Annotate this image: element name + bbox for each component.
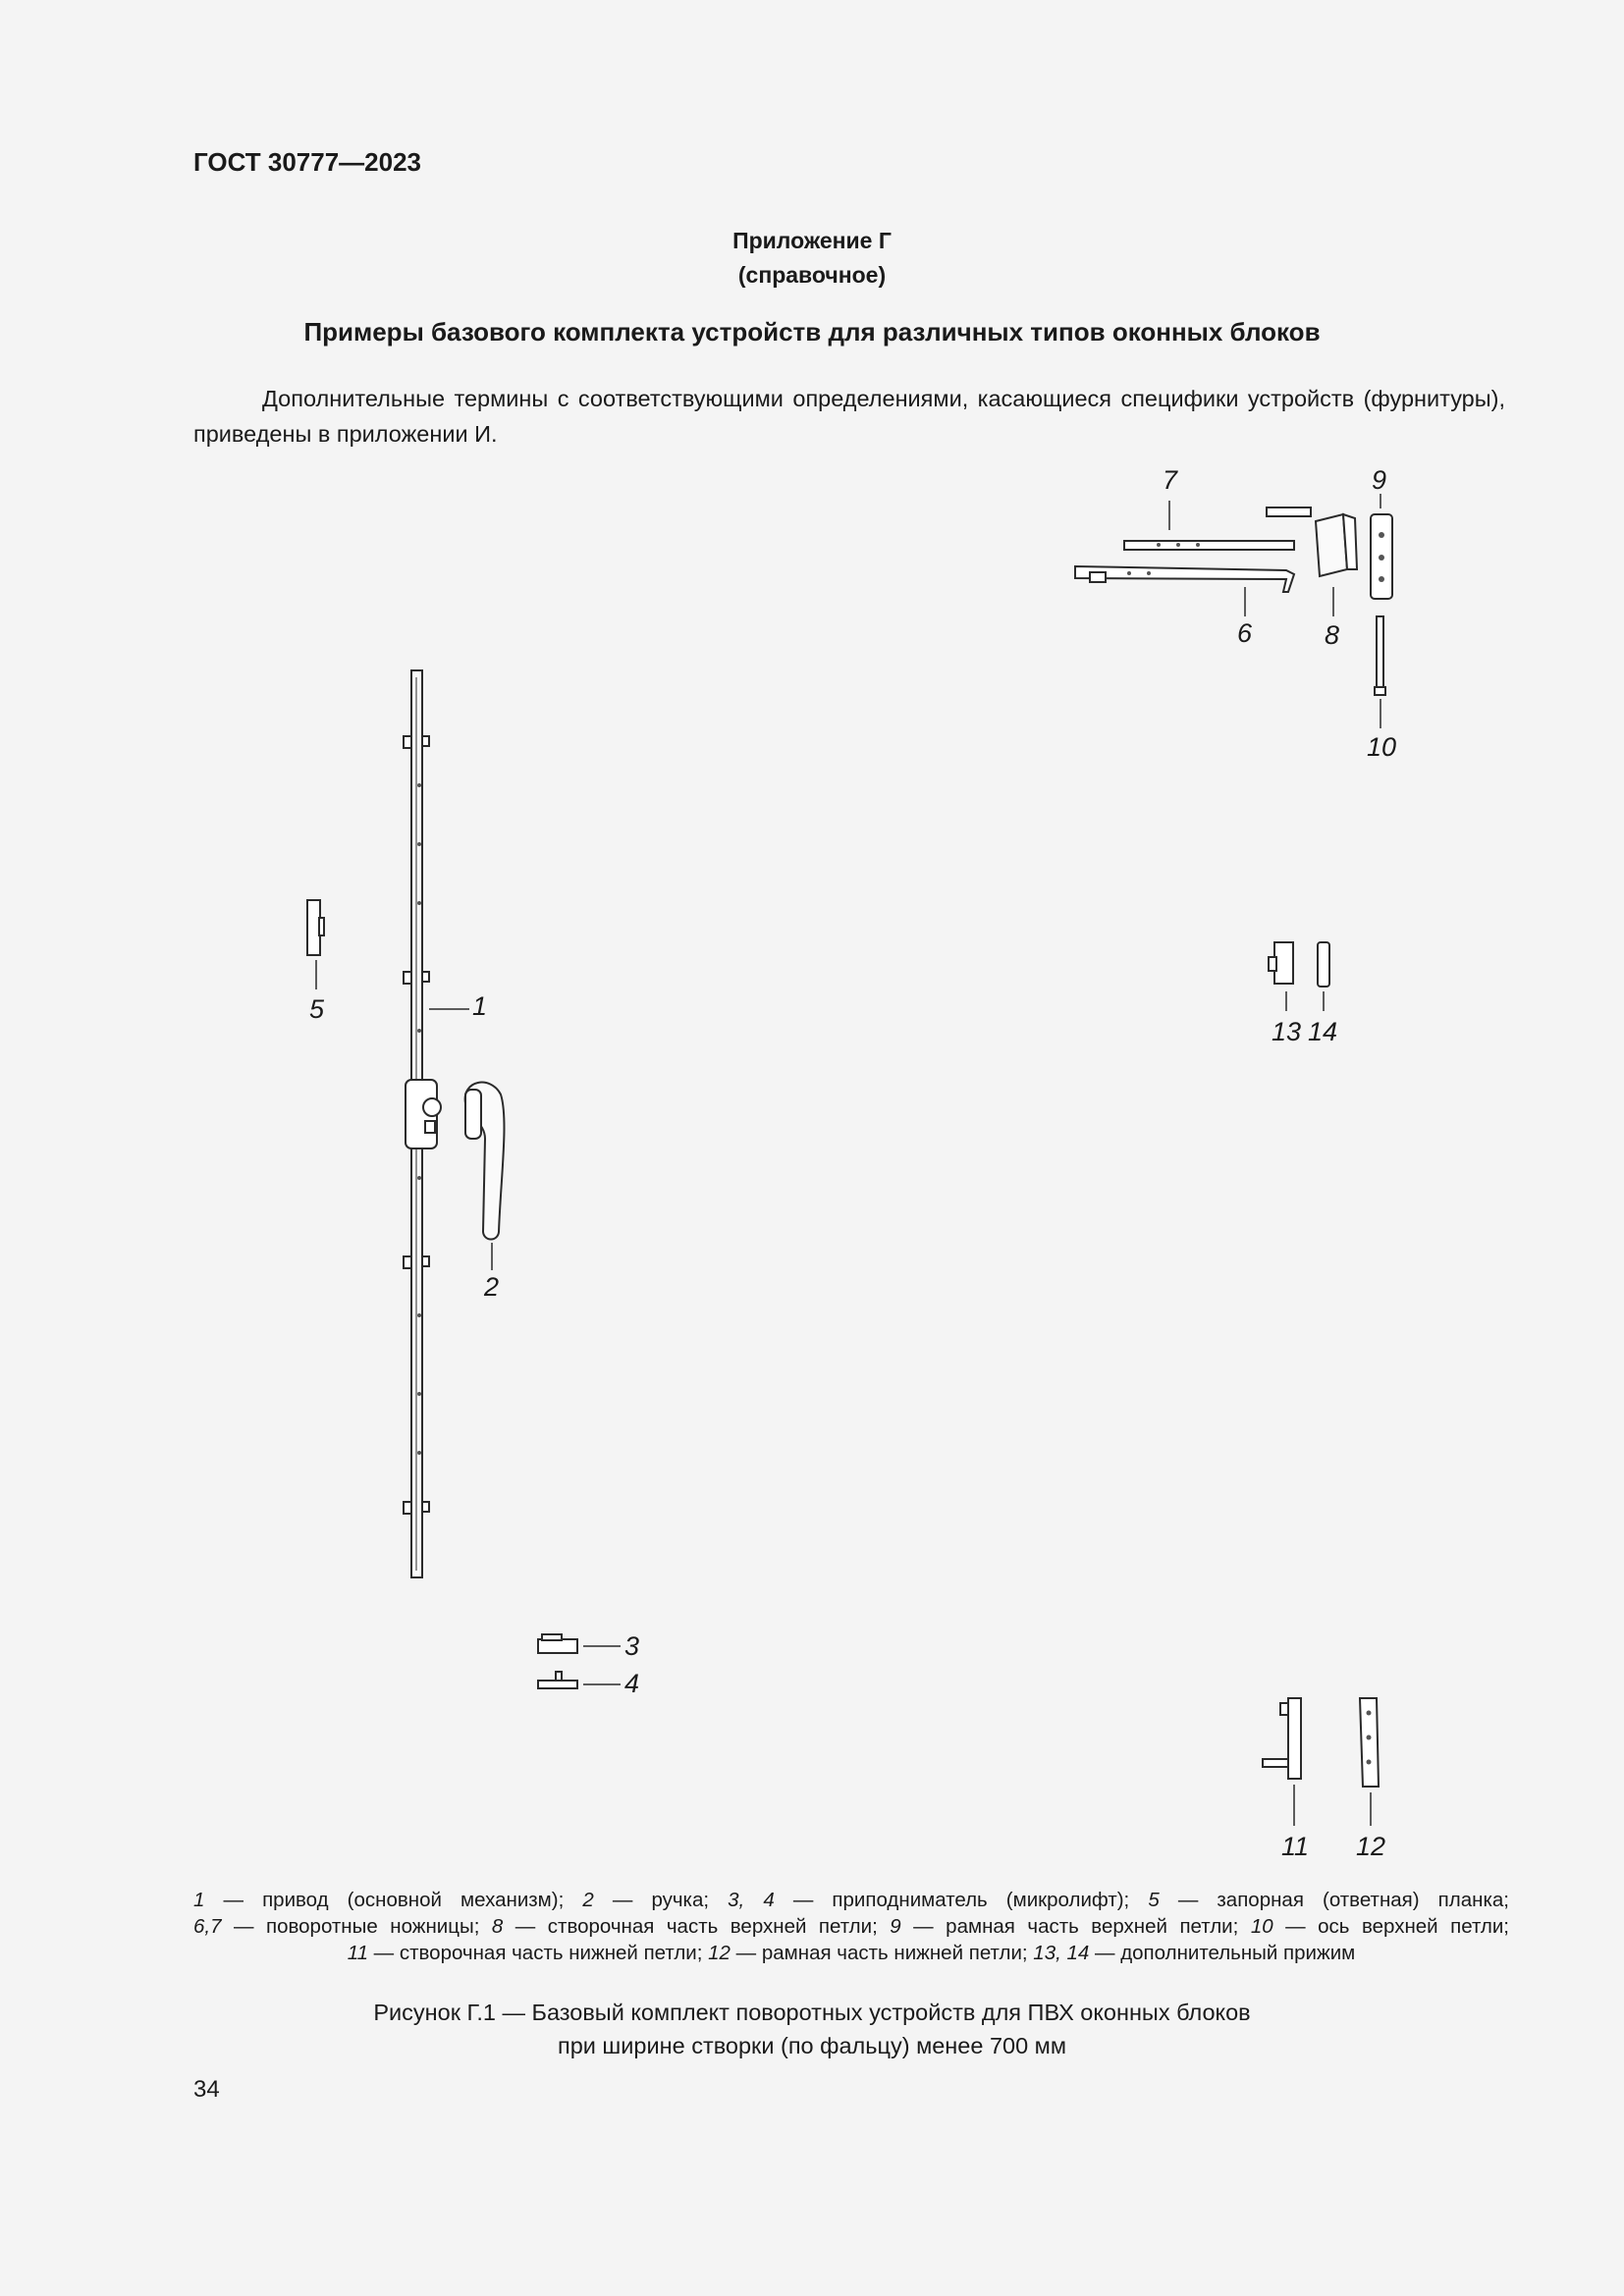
drive-mechanism-drawing	[404, 670, 441, 1577]
legend-number: 6,7	[193, 1915, 222, 1938]
figure-legend	[193, 1887, 1509, 1966]
appendix-note: (справочное)	[737, 262, 887, 288]
legend-number: 1	[193, 1889, 205, 1911]
frame-top-hinge-drawing	[1371, 514, 1392, 599]
label-14: 14	[1308, 1017, 1338, 1046]
legend-text: — приподниматель (микролифт);	[774, 1889, 1149, 1911]
legend-line	[193, 1913, 1509, 1940]
document-header: ГОСТ 30777—2023	[193, 147, 421, 177]
label-1: 1	[472, 991, 488, 1021]
legend-text: — запорная (ответная) планка;	[1159, 1889, 1509, 1911]
legend-number: 13, 14	[1033, 1942, 1090, 1964]
legend-text: — ось верхней петли;	[1272, 1915, 1509, 1938]
label-4: 4	[624, 1669, 640, 1698]
frame-bottom-hinge-drawing	[1360, 1698, 1379, 1787]
handle-drawing	[465, 1083, 505, 1240]
strike-plate-drawing	[307, 900, 324, 955]
appendix-title: Приложение Г	[732, 228, 892, 253]
scissors-drawing	[1075, 507, 1311, 592]
legend-number: 9	[890, 1915, 901, 1938]
legend-text: — створочная часть нижней петли;	[367, 1942, 709, 1964]
label-8: 8	[1325, 620, 1340, 650]
page-number: 34	[193, 2076, 220, 2103]
label-6: 6	[1237, 618, 1253, 648]
legend-number: 10	[1250, 1915, 1273, 1938]
label-9: 9	[1372, 465, 1387, 495]
label-3: 3	[624, 1631, 640, 1661]
label-2: 2	[484, 1272, 500, 1302]
caption-line-2: при ширине створки (по фальцу) менее 700 мм	[557, 2033, 1066, 2058]
intro-paragraph: Дополнительные термины с соответствующими определениями, касающиеся специфики устройств (фурнитуры), приведены в приложении И.	[193, 386, 1505, 447]
label-12: 12	[1356, 1832, 1386, 1861]
legend-text: — рамная часть верхней петли;	[900, 1915, 1251, 1938]
legend-number: 11	[347, 1942, 368, 1964]
label-11: 11	[1281, 1832, 1310, 1861]
label-13: 13	[1272, 1017, 1302, 1046]
legend-text: — поворотные ножницы;	[221, 1915, 492, 1938]
legend-text: — створочная часть верхней петли;	[503, 1915, 891, 1938]
label-10: 10	[1367, 732, 1397, 762]
leader-lines	[316, 494, 1380, 1826]
legend-number: 2	[582, 1889, 594, 1911]
micro-lift-drawing	[538, 1634, 577, 1688]
sash-bottom-hinge-drawing	[1263, 1698, 1301, 1779]
legend-text: — ручка;	[593, 1889, 729, 1911]
section-title: Примеры базового комплекта устройств для различных типов оконных блоков	[303, 317, 1321, 347]
legend-line	[193, 1940, 1509, 1966]
legend-text: — привод (основной механизм);	[204, 1889, 583, 1911]
label-5: 5	[309, 994, 325, 1024]
caption-line-1: Рисунок Г.1 — Базовый комплект поворотных устройств для ПВХ оконных блоков	[373, 2000, 1251, 2025]
legend-number: 12	[708, 1942, 731, 1964]
legend-number: 8	[491, 1915, 504, 1938]
hinge-axis-drawing	[1375, 616, 1385, 695]
sash-top-hinge-drawing	[1316, 514, 1357, 576]
label-7: 7	[1163, 465, 1178, 495]
legend-text: — рамная часть нижней петли;	[730, 1942, 1034, 1964]
legend-number: 3, 4	[728, 1889, 775, 1911]
legend-text: — дополнительный прижим	[1089, 1942, 1356, 1964]
additional-clamp-drawing	[1269, 942, 1329, 987]
legend-line	[193, 1887, 1509, 1913]
legend-number: 5	[1148, 1889, 1160, 1911]
figure-caption	[0, 1996, 1624, 2062]
